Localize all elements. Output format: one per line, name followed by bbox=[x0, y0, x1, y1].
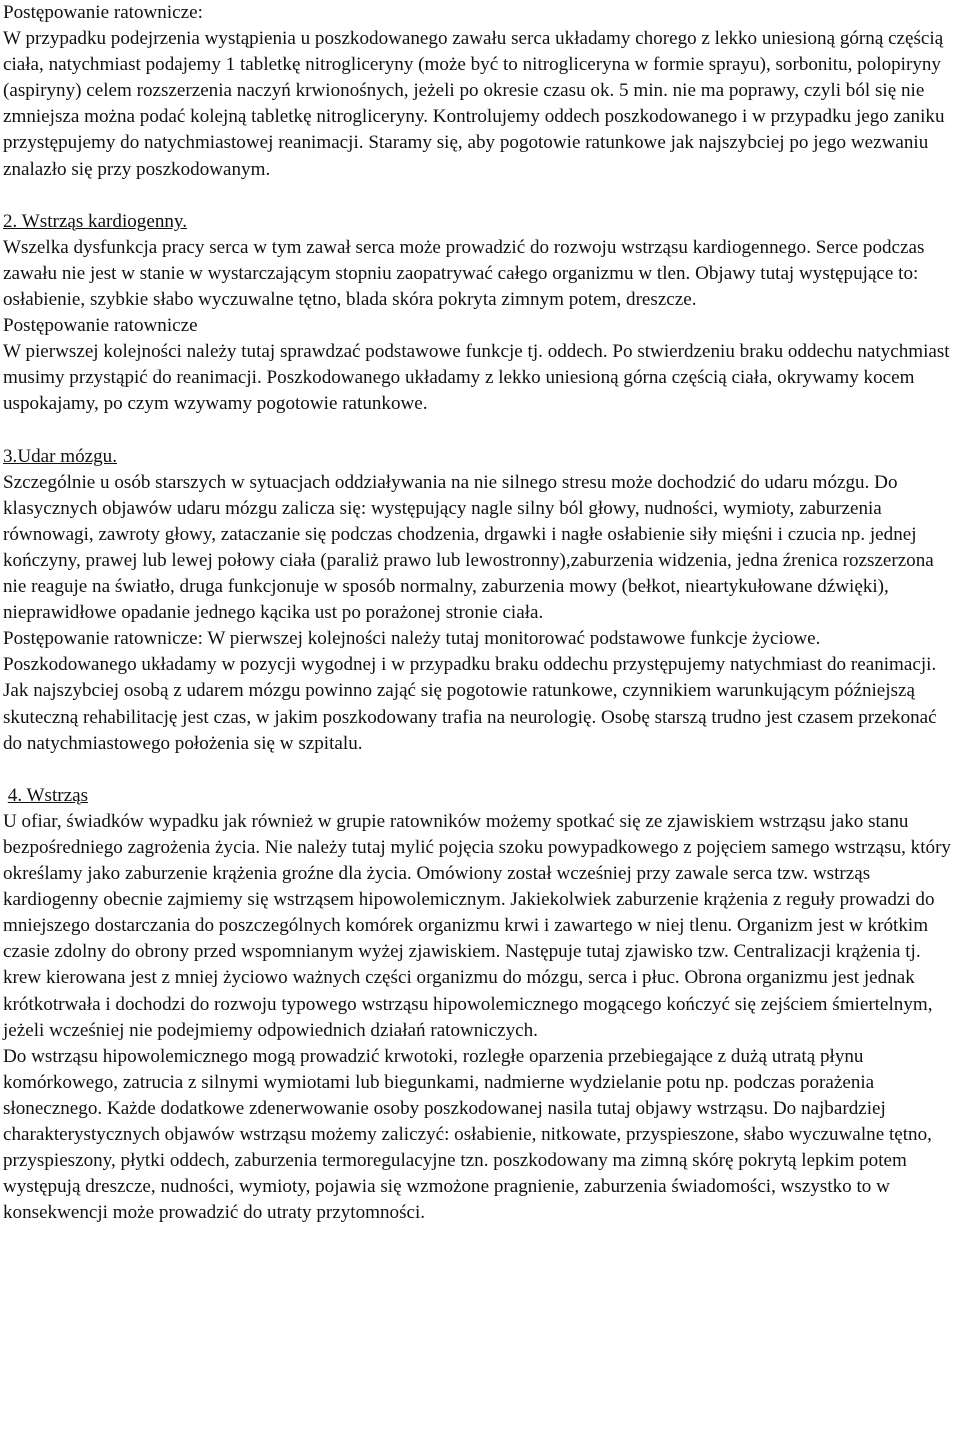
section-3-body: Szczególnie u osób starszych w sytuacjach oddziaływania na nie silnego stresu może dochodzić do udaru mózgu. Do klasycznych objawów udaru mózgu zalicza się: występujący nagle silny ból głowy, nudności, wymioty, zaburzenia równowagi, zawroty głowy, zataczanie się podczas chodzenia, drgawki i nagłe osłabienie siły mięśni i czucia np. jednej kończyny, prawej lub lewej połowy ciała (paraliż prawo lub lewostronny),zaburzenia widzenia, jedna źrenica rozszerzona nie reaguje na światło, druga funkcjonuje w sposób normalny, zaburzenia mowy (bełkot, nieartykułowane dźwięki), nieprawidłowe opadanie jednego kącika ust po porażonej stronie ciała. bbox=[3, 471, 934, 624]
section-3-heading: 3.Udar mózgu. bbox=[3, 445, 118, 467]
section-4-body-b: Do wstrząsu hipowolemicznego mogą prowadzić krwotoki, rozległe oparzenia przebiegające z dużą utratą płynu komórkowego, zatrucia z silnymi wymiotami lub biegunkami, nadmierne wydzielanie potu np. podczas porażenia słonecznego. Każde dodatkowe zdenerwowanie osoby poszkodowanej nasila tutaj objawy wstrząsu. Do najbardziej charakterystycznych objawów wstrząsu możemy zaliczyć: osłabienie, nitkowate, przyspieszone, słabo wyczuwalne tętno, przyspieszony, płytki oddech, zaburzenia termoregulacyjne tzn. poszkodowany ma zimną skórę pokrytą lepkim potem występują dreszcze, nudności, wymioty, pojawia się wzmożone pragnienie, zaburzenia świadomości, wszystko to w konsekwencji może prowadzić do utraty przytomności. bbox=[3, 1045, 932, 1224]
section-2-subbody: W pierwszej kolejności należy tutaj sprawdzać podstawowe funkcje tj. oddech. Po stwierdzeniu braku oddechu natychmiast musimy przystąpić do reanimacji. Poszkodowanego układamy z lekko uniesioną górna częścią ciała, okrywamy kocem uspokajamy, po czym wzywamy pogotowie ratunkowe. bbox=[3, 341, 950, 415]
section-4-heading-text: 4. Wstrząs bbox=[7, 784, 89, 806]
paragraph-gap bbox=[3, 418, 958, 444]
section-4-body-a: U ofiar, świadków wypadku jak również w grupie ratowników możemy spotkać się ze zjawiskiem wstrząsu jako stanu bezpośredniego zagrożenia życia. Nie należy tutaj mylić pojęcia szoku powypadkowego z pojęciem samego wstrząsu, który określamy jako zaburzenie krążenia groźne dla życia. Omówiony został wcześniej przy zawale serca tzw. wstrząs kardiogenny obecnie zajmiemy się wstrząsem hipowolemicznym. Jakiekolwiek zaburzenie krążenia z reguły prowadzi do mniejszego dostarczania do poszczególnych komórek organizmu krwi i zawartego w niej tlenu. Organizm jest w krótkim czasie zdolny do obrony przed wspomnianym wyżej zjawiskiem. Następuje tutaj zjawisko tzw. Centralizacji krążenia tj. krew kierowana jest z mniej życiowo ważnych części organizmu do mózgu, serca i płuc. Obrona organizmu jest jednak krótkotrwała i dochodzi do rozwoju typowego wstrząsu hipowolemicznego mogącego kończyć się zejściem śmiertelnym, jeżeli wcześniej nie podejmiemy odpowiednich działań ratowniczych. bbox=[3, 810, 951, 1041]
paragraph-gap bbox=[3, 757, 958, 783]
section-3-subbody: Postępowanie ratownicze: W pierwszej kolejności należy tutaj monitorować podstawowe funkcje życiowe. Poszkodowanego układamy w pozycji wygodnej i w przypadku braku oddechu przystępujemy natychmiast do reanimacji. Jak najszybciej osobą z udarem mózgu powinno zająć się pogotowie ratunkowe, czynnikiem warunkującym późniejszą skuteczną rehabilitację jest czas, w jakim poszkodowany trafia na neurologię. Osobę starszą trudno jest czasem przekonać do natychmiastowego położenia się w szpitalu. bbox=[3, 628, 937, 754]
section-2-heading: 2. Wstrząs kardiogenny. bbox=[3, 210, 187, 232]
section-1-body: W przypadku podejrzenia wystąpienia u poszkodowanego zawału serca układamy chorego z lekko uniesioną górną częścią ciała, natychmiast podajemy 1 tabletkę nitrogliceryny (może być to nitrogliceryna w formie sprayu), sorbonitu, polopiryny (aspiryny) celem rozszerzenia naczyń krwionośnych, jeżeli po okresie czasu ok. 5 min. nie ma poprawy, czyli ból się nie zmniejsza można podać kolejną tabletkę nitrogliceryny. Kontrolujemy oddech poszkodowanego i w przypadku jego zaniku przystępujemy do natychmiastowej reanimacji. Staramy się, aby pogotowie ratunkowe jak najszybciej po jego wezwaniu znalazło się przy poszkodowanym. bbox=[3, 28, 945, 180]
section-2-body: Wszelka dysfunkcja pracy serca w tym zawał serca może prowadzić do rozwoju wstrząsu kardiogennego. Serce podczas zawału nie jest w stanie w wystarczającym stopniu zaopatrywać całego organizmu w tlen. Objawy tutaj występujące to: osłabienie, szybkie słabo wyczuwalne tętno, blada skóra pokryta zimnym potem, dreszcze. bbox=[3, 236, 925, 311]
section-2-subheading: Postępowanie ratownicze bbox=[3, 315, 198, 337]
paragraph-gap bbox=[3, 183, 958, 209]
section-4-heading bbox=[3, 783, 958, 809]
section-1-heading: Postępowanie ratownicze: bbox=[3, 2, 203, 23]
